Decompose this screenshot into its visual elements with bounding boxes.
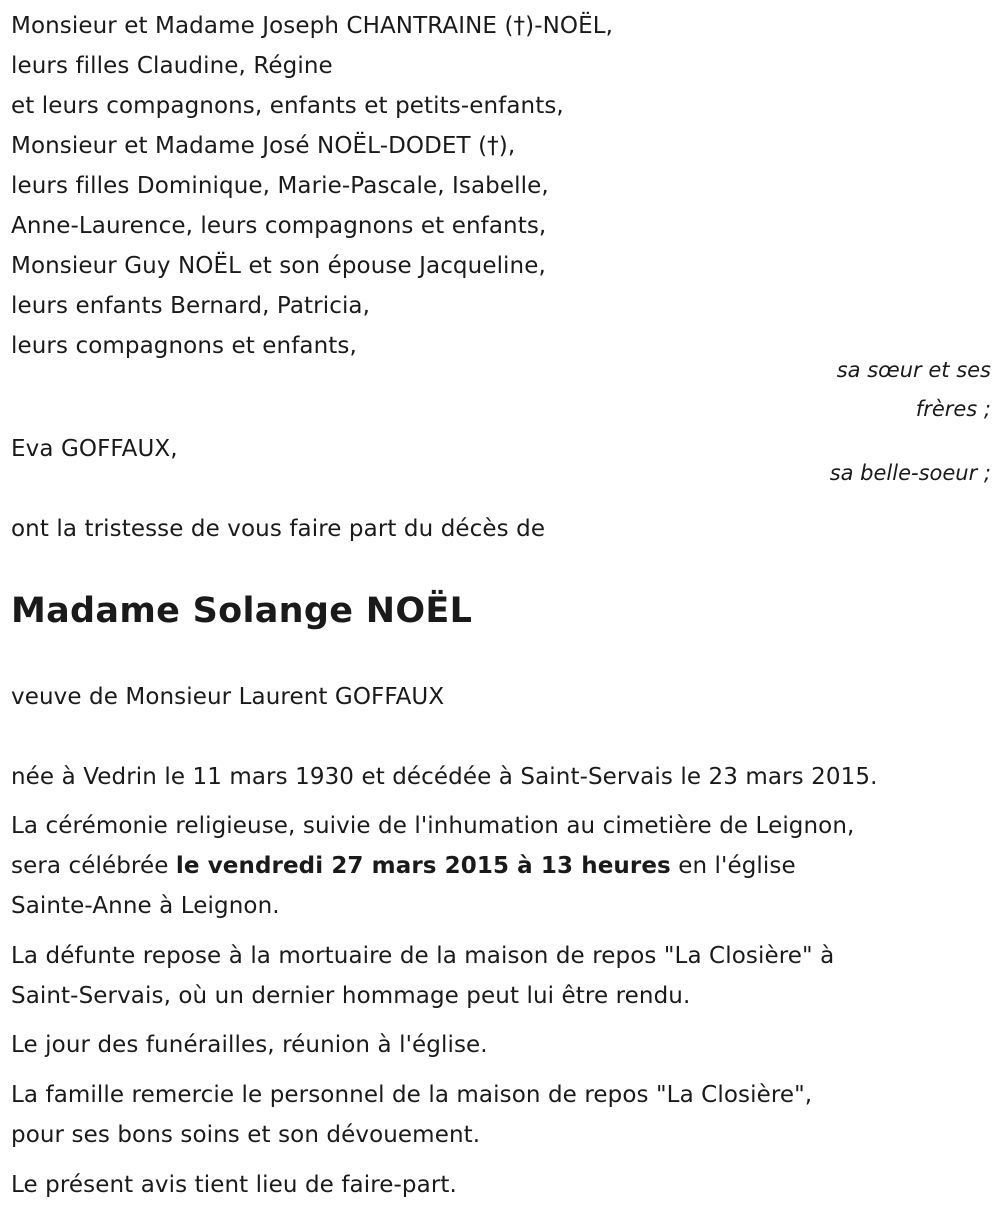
relation-sister-brothers-line-1: sa sœur et ses <box>836 358 991 382</box>
family-line-6: Anne-Laurence, leurs compagnons et enfants, <box>11 213 547 239</box>
deceased-name: Madame Solange NOËL <box>11 591 473 631</box>
ceremony-line-2 <box>11 846 796 886</box>
family-line-2: leurs filles Claudine, Régine <box>11 53 333 79</box>
relation-sister-brothers-line-2: frères ; <box>915 397 991 421</box>
family-line-4: Monsieur et Madame José NOËL-DODET (†), <box>11 133 516 159</box>
family-line-3: et leurs compagnons, enfants et petits-enfants, <box>11 93 564 119</box>
ceremony-line-2-prefix: sera célébrée <box>11 853 176 879</box>
thanks-line-2: pour ses bons soins et son dévouement. <box>11 1122 481 1148</box>
in-law-relation: sa belle-soeur ; <box>829 461 991 485</box>
repose-line-2: Saint-Servais, où un dernier hommage peut lui être rendu. <box>11 983 691 1009</box>
family-line-8: leurs enfants Bernard, Patricia, <box>11 293 371 319</box>
announcement-text: ont la tristesse de vous faire part du décès de <box>11 516 546 542</box>
closing-text: Le présent avis tient lieu de faire-part. <box>11 1172 457 1198</box>
ceremony-line-2-suffix: en l'église <box>670 853 796 879</box>
family-line-9: leurs compagnons et enfants, <box>11 333 357 359</box>
ceremony-line-3: Sainte-Anne à Leignon. <box>11 893 280 919</box>
family-line-1: Monsieur et Madame Joseph CHANTRAINE (†)-NOËL, <box>11 13 614 39</box>
funeral-day-text: Le jour des funérailles, réunion à l'église. <box>11 1032 488 1058</box>
ceremony-date-time: le vendredi 27 mars 2015 à 13 heures <box>175 853 671 879</box>
repose-line-1: La défunte repose à la mortuaire de la maison de repos "La Closière" à <box>11 943 835 969</box>
family-line-5: leurs filles Dominique, Marie-Pascale, Isabelle, <box>11 173 549 199</box>
ceremony-line-1: La cérémonie religieuse, suivie de l'inhumation au cimetière de Leignon, <box>11 813 855 839</box>
family-line-7: Monsieur Guy NOËL et son épouse Jacqueline, <box>11 253 546 279</box>
birth-death-text: née à Vedrin le 11 mars 1930 et décédée à Saint-Servais le 23 mars 2015. <box>11 764 878 790</box>
widow-of-text: veuve de Monsieur Laurent GOFFAUX <box>11 684 445 710</box>
in-law-name: Eva GOFFAUX, <box>11 436 178 462</box>
thanks-line-1: La famille remercie le personnel de la maison de repos "La Closière", <box>11 1082 813 1108</box>
